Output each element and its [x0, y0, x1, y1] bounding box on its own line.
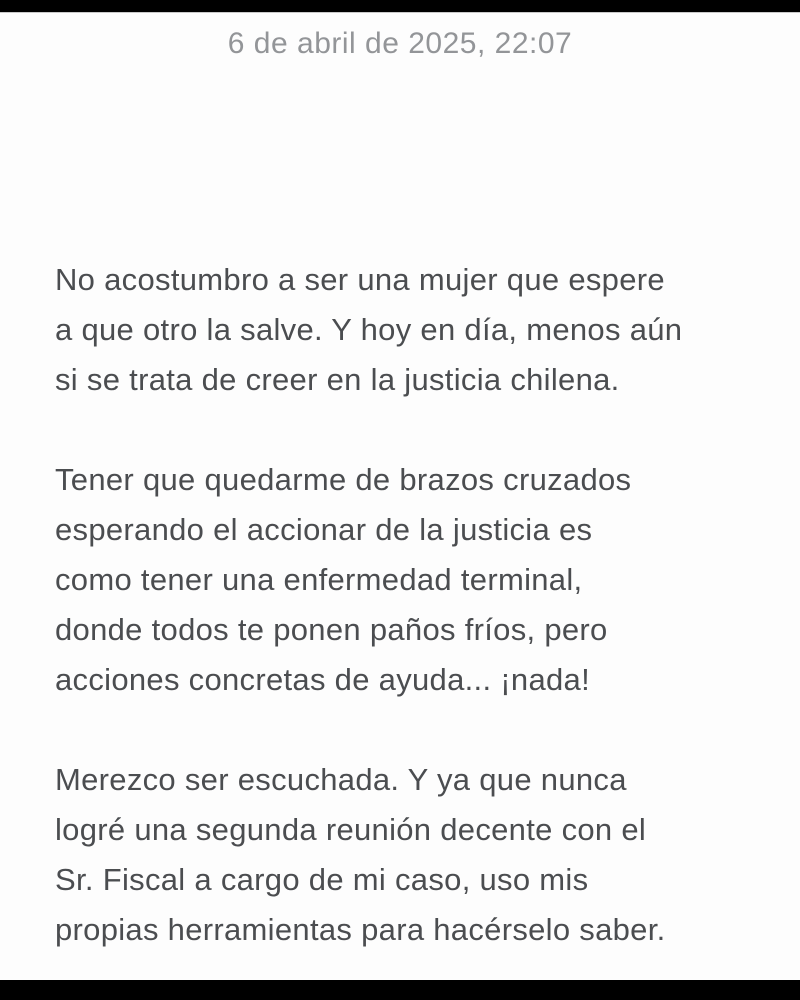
text-line: acciones concretas de ayuda... ¡nada!: [55, 662, 590, 697]
text-line: como tener una enfermedad terminal,: [55, 562, 583, 597]
text-line: donde todos te ponen paños fríos, pero: [55, 612, 608, 647]
text-line: logré una segunda reunión decente con el: [55, 812, 647, 847]
text-line: si se trata de creer en la justicia chilena.: [55, 362, 620, 397]
paragraph-1: [55, 255, 750, 405]
text-line: Merezco ser escuchada. Y ya que nunca: [55, 762, 627, 797]
text-line: propias herramientas para hacérselo saber.: [55, 912, 666, 947]
text-line: Tener que quedarme de brazos cruzados: [55, 462, 632, 497]
note-date: 6 de abril de 2025, 22:07: [227, 27, 573, 60]
text-line: a que otro la salve. Y hoy en día, menos aún: [55, 312, 683, 347]
paragraph-3: [55, 755, 750, 955]
paragraph-2: [55, 455, 750, 705]
text-line: esperando el accionar de la justicia es: [55, 512, 593, 547]
text-line: Sr. Fiscal a cargo de mi caso, uso mis: [55, 862, 589, 897]
letterbox-top-bar: [0, 0, 800, 13]
letterbox-bottom-bar: [0, 980, 800, 1000]
text-line: No acostumbro a ser una mujer que espere: [55, 262, 665, 297]
note-body: [55, 255, 750, 955]
